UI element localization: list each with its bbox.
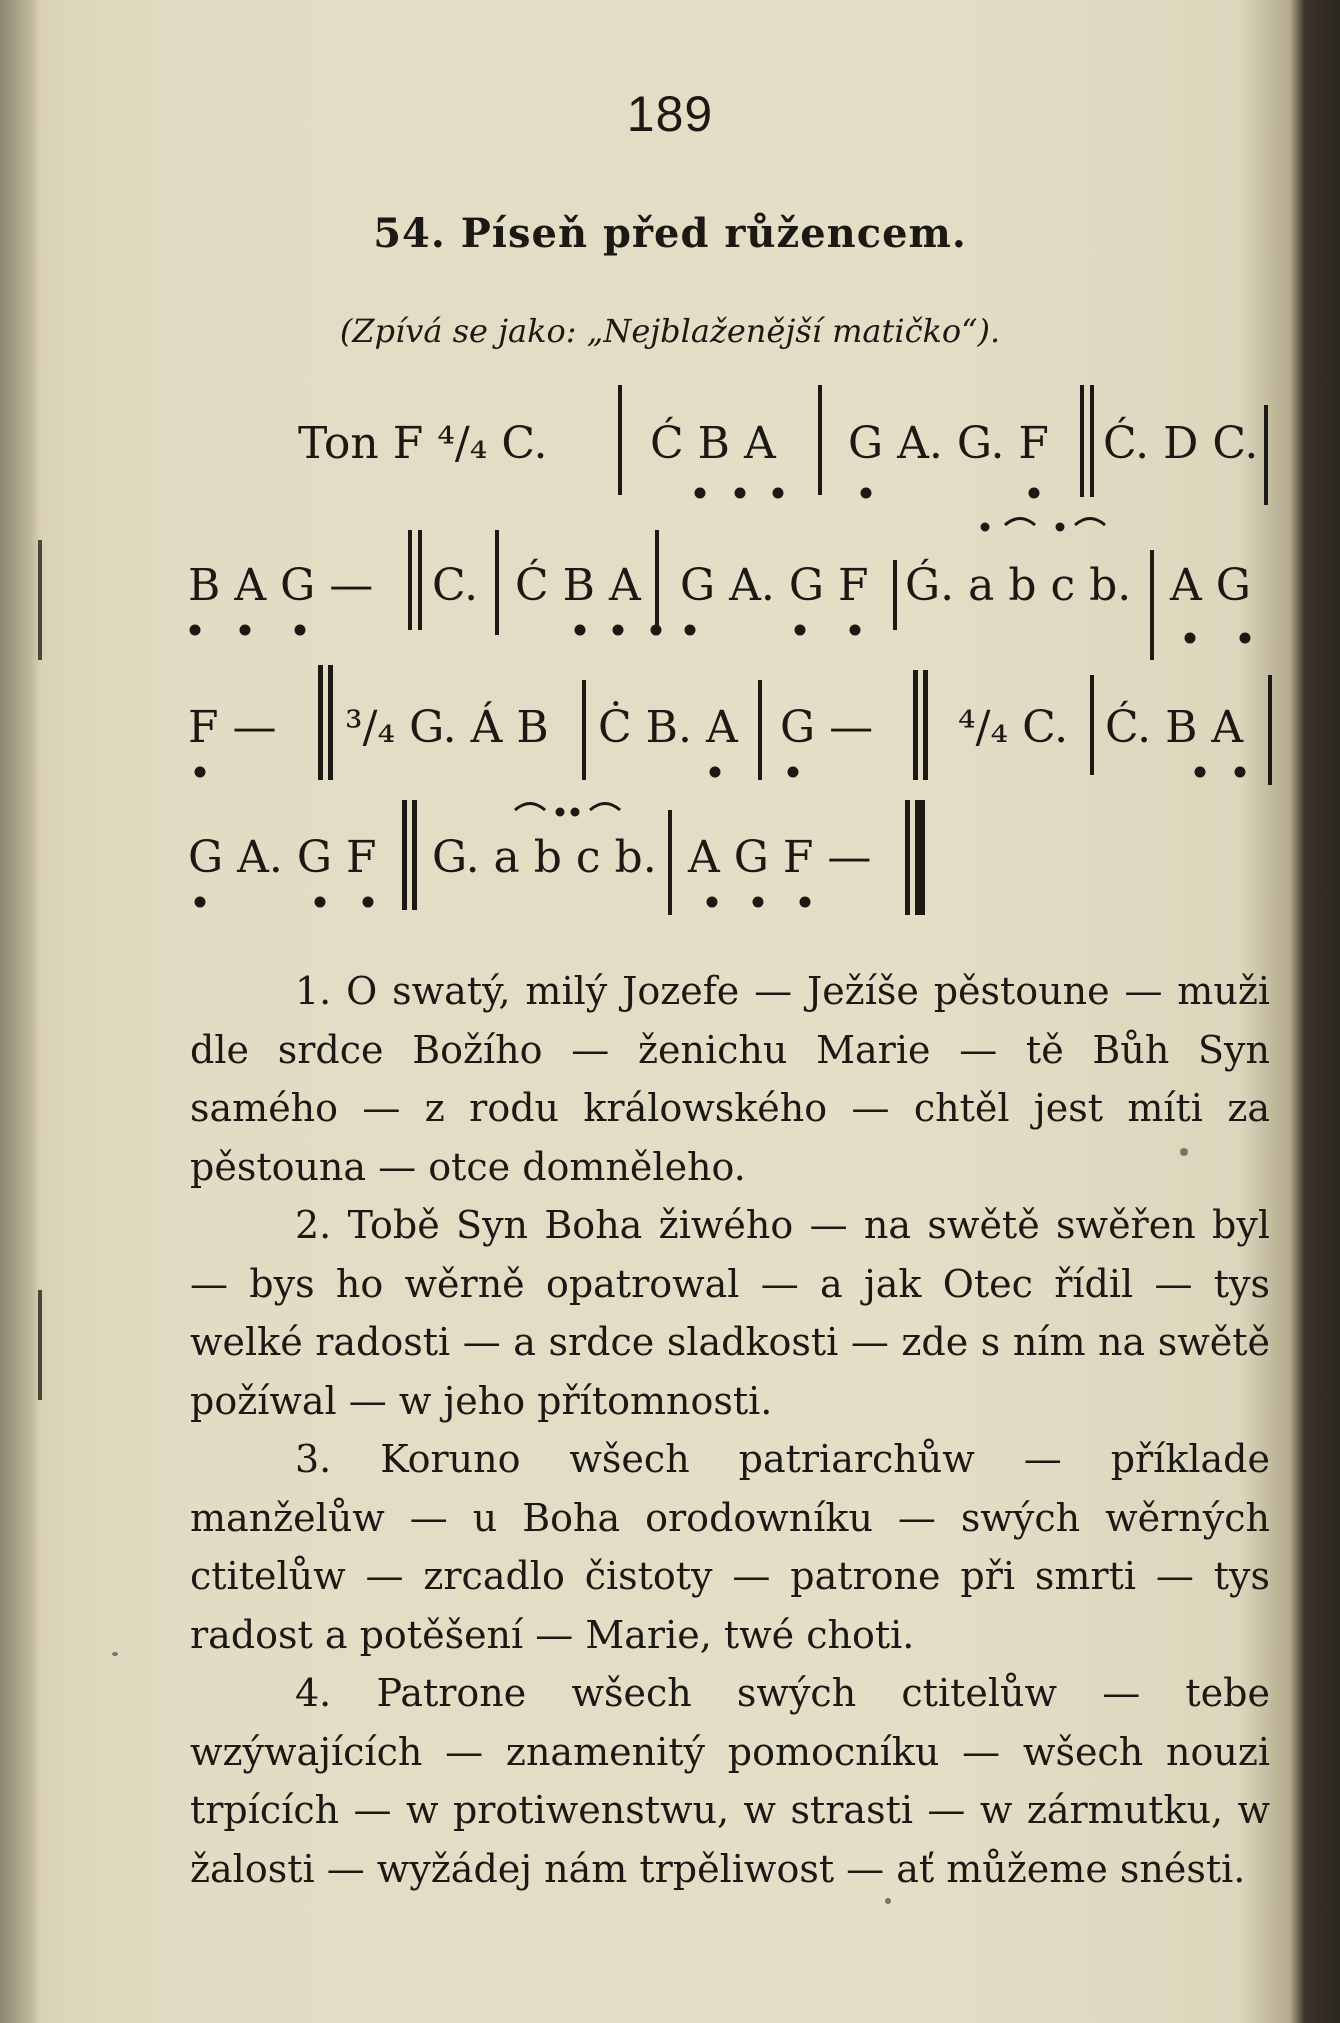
- notation-segment: Ċ B. A: [598, 702, 738, 753]
- notation-segment: G. a b c b.: [432, 832, 657, 883]
- notation-segment: ³/₄ G. Á B: [345, 702, 549, 753]
- verses: [190, 962, 1270, 1898]
- binding-mark: [38, 1290, 42, 1400]
- tune-reference: (Zpívá se jako: „Nejblaženější matičko“).: [339, 312, 1001, 350]
- binding-mark: [38, 540, 42, 660]
- verse-1: 1. O swatý, milý Jozefe — Ježíše pěstoune — muži dle srdce Božího — ženichu Marie — tě Bůh Syn samého — z rodu králowského — chtěl jest míti za pěstouna — otce domněleho.: [190, 969, 1270, 1189]
- notation-segment: Ton F ⁴/₄ C.: [298, 418, 548, 469]
- notation-segment: ⁴/₄ C.: [958, 702, 1069, 753]
- notation-segment: B A G —: [188, 560, 374, 611]
- paper-speck: [885, 1898, 891, 1904]
- paper-speck: [1180, 1148, 1188, 1156]
- hymn-title: 54. Píseň před růžencem.: [373, 210, 967, 257]
- notation-segment: G —: [780, 702, 874, 753]
- notation-segment: G A. G. F: [848, 418, 1049, 469]
- notation-segment: Ǵ. a b c b.: [905, 560, 1132, 611]
- verse-3: 3. Koruno wšech patriarchůw — příklade manželůw — u Boha orodowníku — swých wěrných ctitelůw — zrcadlo čistoty — patrone při smrti — tys radost a potěšení — Marie, twé choti.: [190, 1437, 1270, 1657]
- notation-segment: Ć. D C.: [1103, 418, 1259, 469]
- notation-segment: C.: [432, 560, 479, 611]
- notation-segment: G A. G F: [188, 832, 377, 883]
- paper-speck: [112, 1652, 118, 1656]
- notation-segment: A G F —: [688, 832, 872, 883]
- notation-segment: Ć B A: [650, 418, 776, 469]
- notation-segment: G A. G F: [680, 560, 869, 611]
- notation-segment: Ć. B A: [1105, 702, 1244, 753]
- notation-segment: Ć B A: [515, 560, 641, 611]
- verse-4: 4. Patrone wšech swých ctitelůw — tebe wzýwajících — znamenitý pomocníku — wšech nouzi trpících — w protiwenstwu, w strasti — w zármutku, w žalosti — wyžádej nám trpěliwost — ať můžeme snésti.: [190, 1671, 1270, 1891]
- notation-segment: A G: [1170, 560, 1251, 611]
- page-number: 189: [626, 86, 714, 142]
- notation-segment: F —: [188, 702, 277, 753]
- verse-2: 2. Tobě Syn Boha žiwého — na swětě swěřen byl — bys ho wěrně opatrowal — a jak Otec řídil — tys welké radosti — a srdce sladkosti — zde s ním na swětě požíwal — w jeho přítomnosti.: [190, 1203, 1270, 1423]
- page-gutter: [0, 0, 40, 2023]
